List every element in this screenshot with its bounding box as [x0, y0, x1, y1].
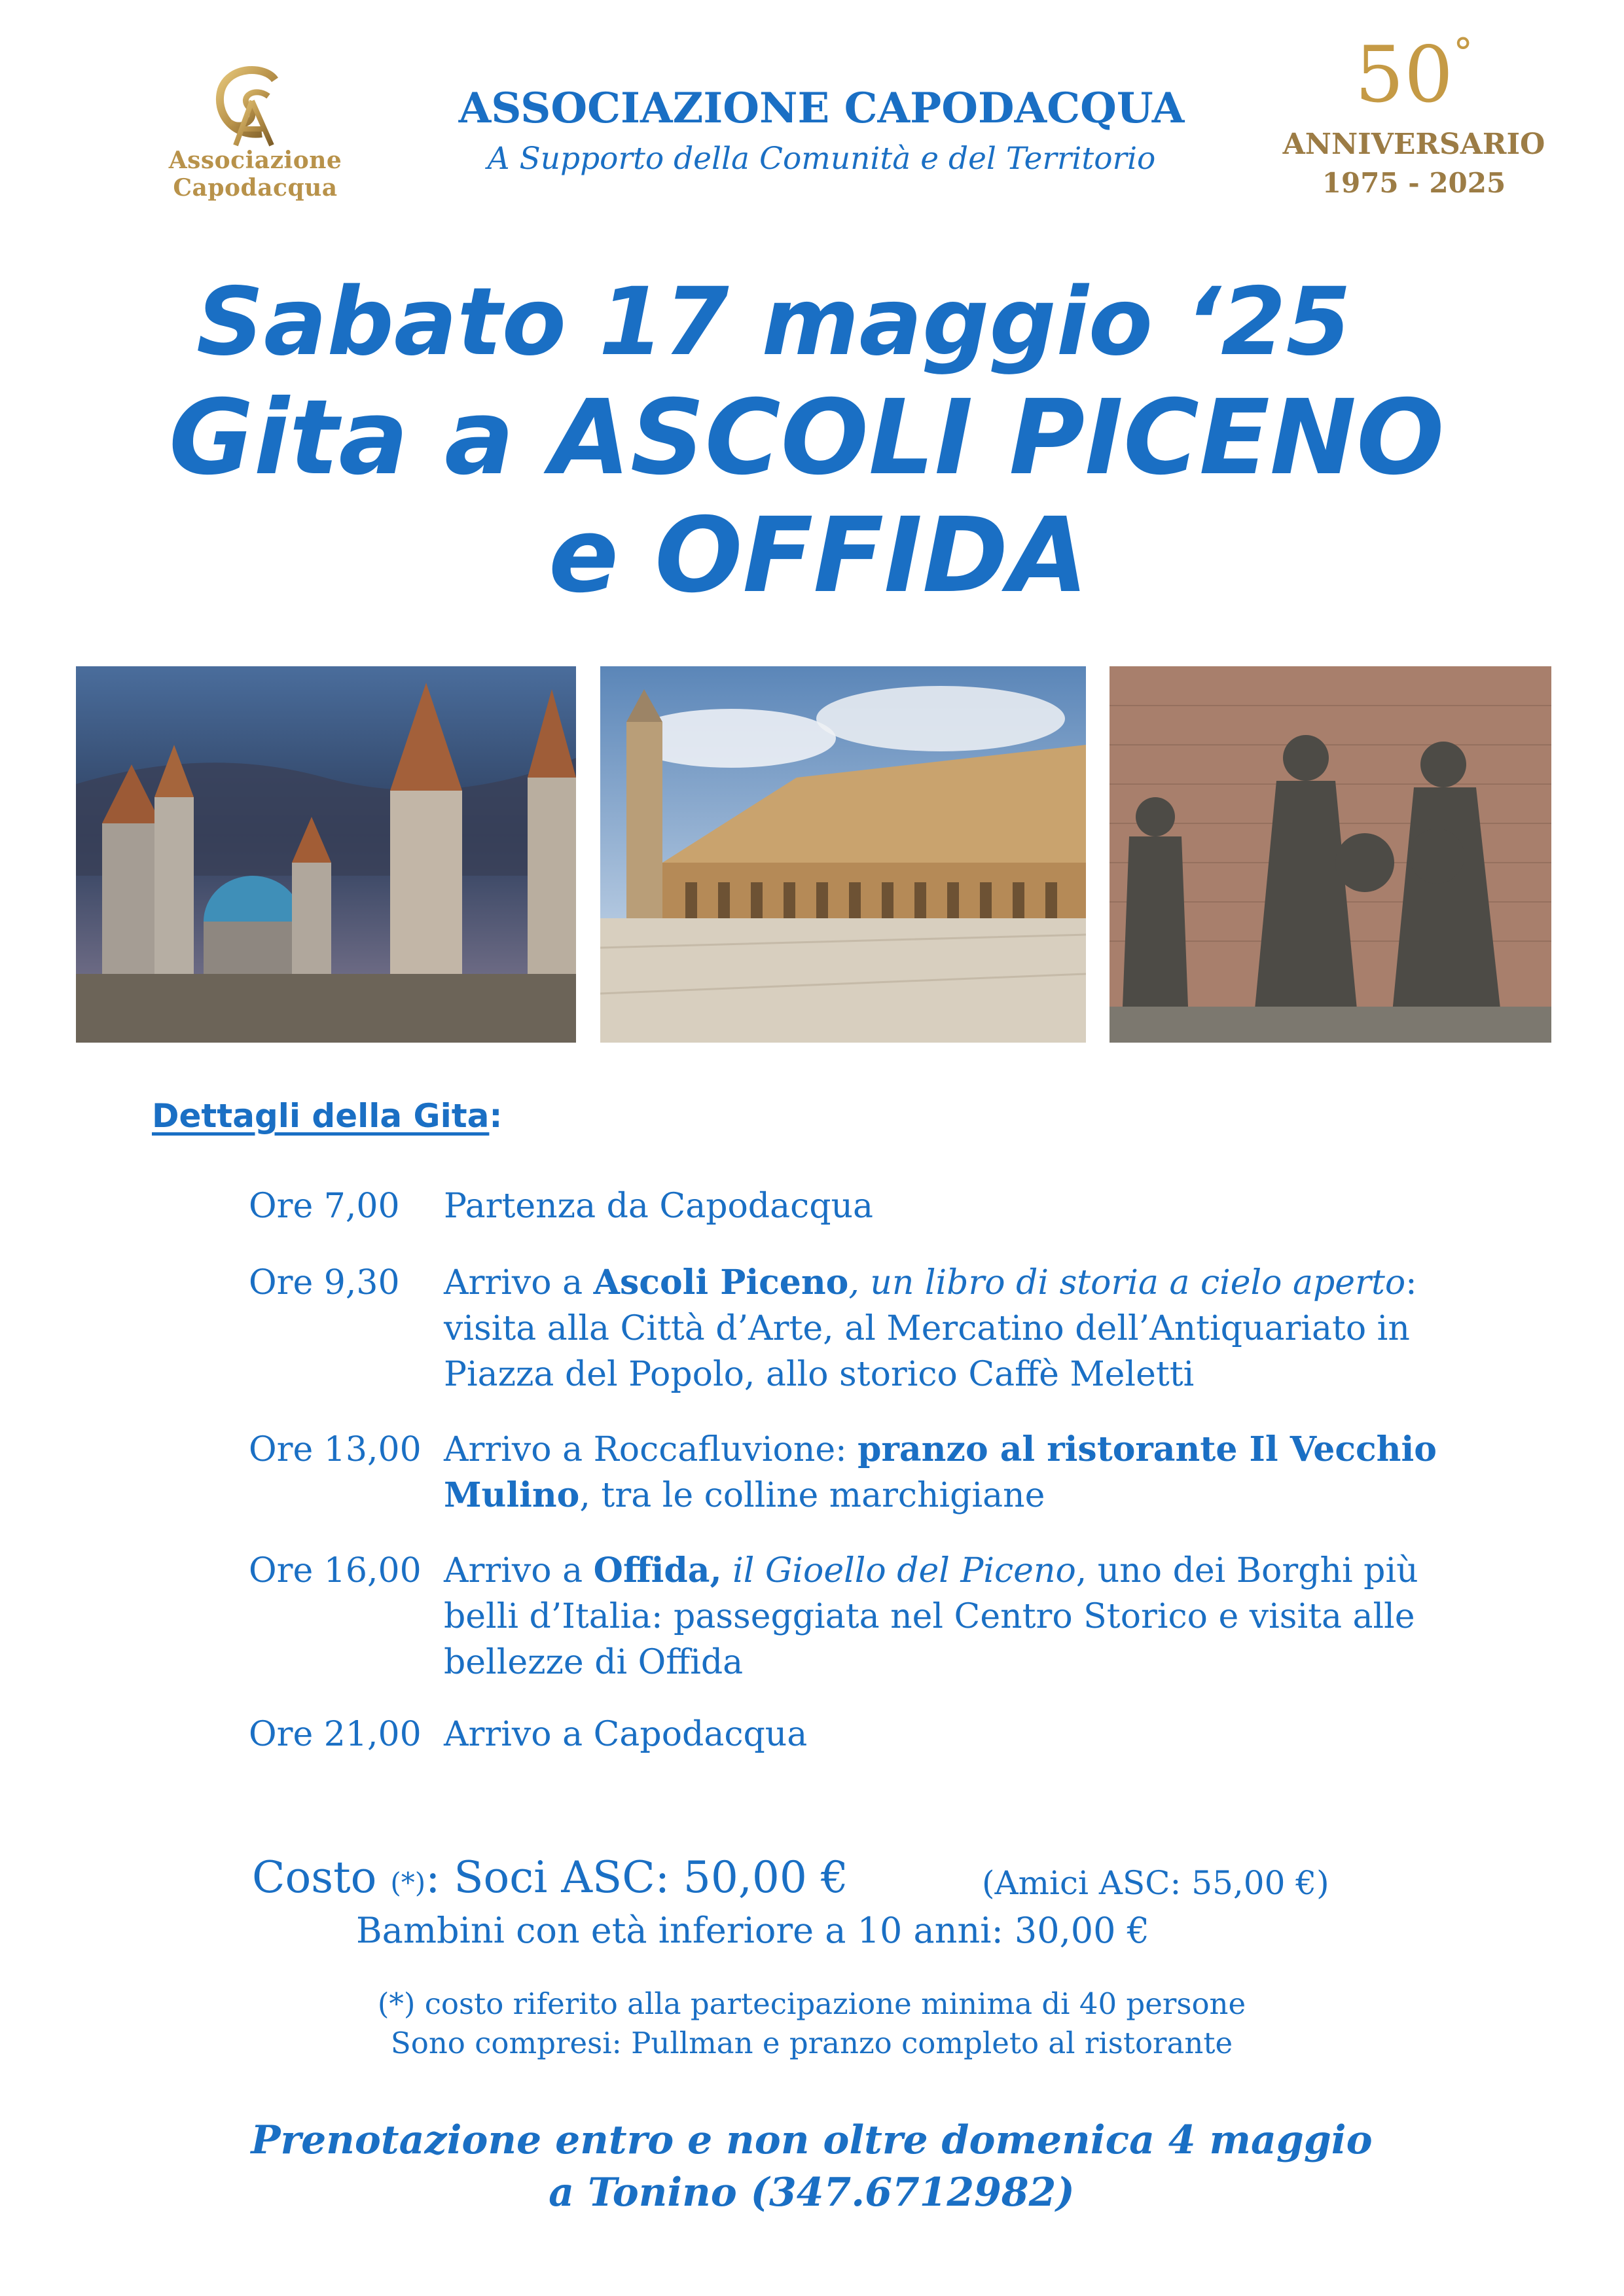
details-heading: Dettagli della Gita:: [152, 1097, 503, 1135]
booking-deadline: Prenotazione entro e non oltre domenica 4 maggio: [251, 2117, 1373, 2163]
photo-piazza-del-popolo: [600, 666, 1086, 1043]
cost-members: Costo (*): Soci ASC: 50,00 €: [252, 1852, 848, 1903]
monogram-icon: [203, 60, 301, 152]
cost-note-minimum: (*) costo riferito alla partecipazione minima di 40 persone: [377, 1986, 1246, 2021]
schedule-time: Ore 9,30: [249, 1263, 400, 1302]
schedule-description: Arrivo a Ascoli Piceno, un libro di storia a cielo aperto: visita alla Città d’Arte, al Mercatino dell’Antiquariato in Piazza del Popolo, allo storico Caffè Meletti: [444, 1263, 1417, 1394]
schedule-description: Arrivo a Capodacqua: [444, 1715, 808, 1754]
booking-contact: a Tonino (347.6712982): [549, 2170, 1075, 2215]
schedule-time: Ore 7,00: [249, 1187, 400, 1226]
schedule-time: Ore 16,00: [249, 1551, 422, 1590]
cost-children: Bambini con età inferiore a 10 anni: 30,00 €: [355, 1910, 1150, 1951]
cost-friends: (Amici ASC: 55,00 €): [982, 1864, 1329, 1902]
event-title-line2: e OFFIDA: [549, 495, 1089, 616]
schedule-time: Ore 21,00: [249, 1715, 422, 1754]
cost-note-included: Sono compresi: Pullman e pranzo completo al ristorante: [390, 2026, 1233, 2060]
anniversary-number: 50°: [1354, 29, 1473, 120]
anniversary-label: ANNIVERSARIO: [1282, 128, 1545, 161]
anniversary-years: 1975 - 2025: [1322, 167, 1506, 199]
logo-text: Associazione Capodacqua: [168, 147, 342, 202]
anniversary-badge: [1276, 29, 1551, 200]
association-logo: [92, 60, 419, 202]
photo-ascoli-towers: [76, 666, 576, 1043]
schedule-time: Ore 13,00: [249, 1430, 422, 1469]
schedule-description: Arrivo a Offida, il Gioello del Piceno, uno dei Borghi più belli d’Italia: passeggiata nel Centro Storico e visita alle bellezze di Offida: [444, 1551, 1418, 1682]
organization-name: ASSOCIAZIONE CAPODACQUA: [458, 84, 1185, 133]
organization-subtitle: A Supporto della Comunità e del Territorio: [487, 141, 1156, 177]
photo-lace-makers-statue: [1110, 666, 1551, 1043]
event-date-title: Sabato 17 maggio ‘25: [196, 267, 1352, 376]
schedule-description: Arrivo a Roccafluvione: pranzo al ristorante Il Vecchio Mulino, tra le colline marchigiane: [444, 1429, 1437, 1515]
schedule-description: Partenza da Capodacqua: [444, 1187, 873, 1226]
event-title-line1: Gita a ASCOLI PICENO: [169, 378, 1445, 498]
